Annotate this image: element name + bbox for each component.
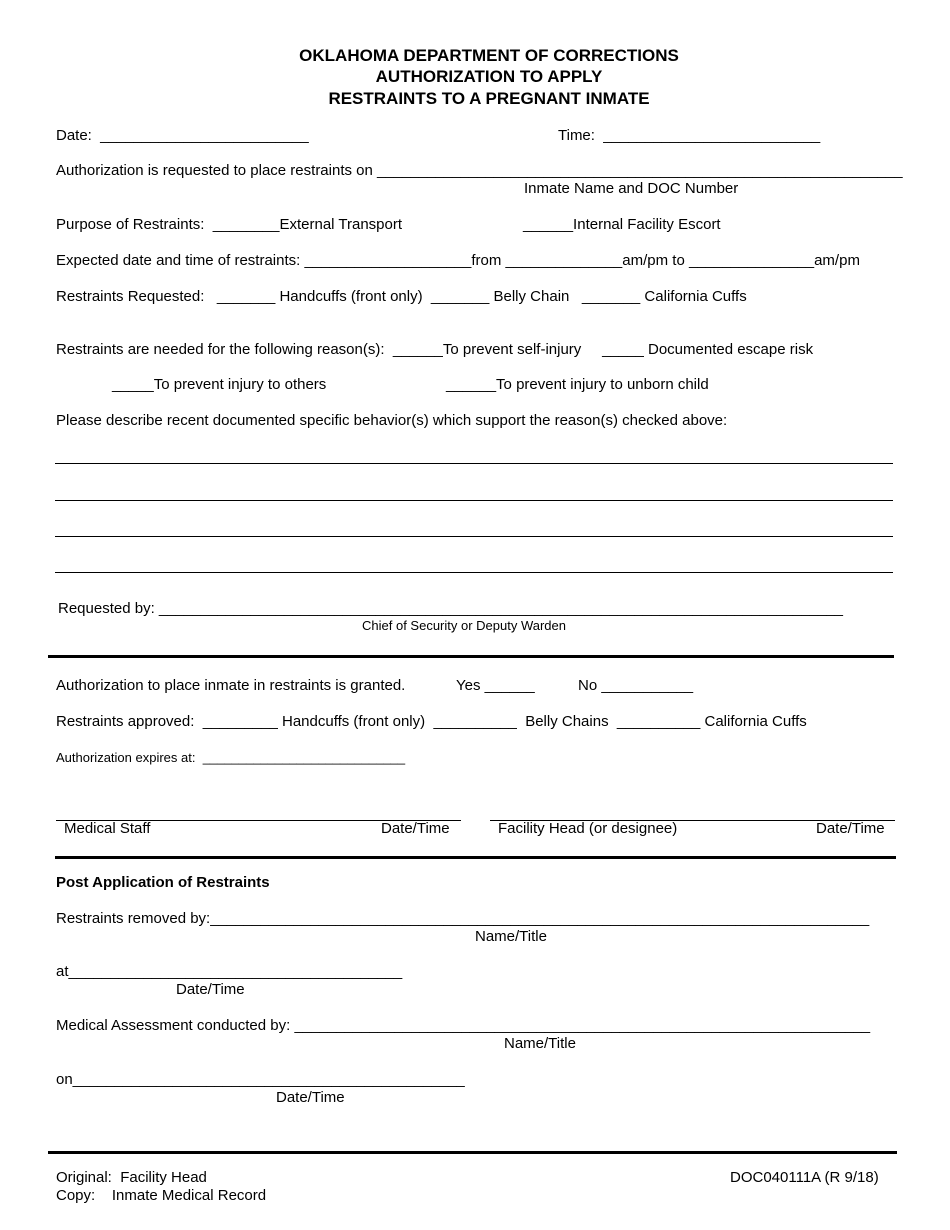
requested-by-caption: Chief of Security or Deputy Warden bbox=[362, 618, 566, 633]
removed-at-field[interactable]: at________________________________________ bbox=[56, 963, 403, 980]
restraints-requested-field[interactable]: Restraints Requested: _______ Handcuffs (front only) _______ Belly Chain _______ California Cuffs bbox=[56, 288, 747, 305]
purpose-external-transport[interactable]: Purpose of Restraints: ________External Transport bbox=[56, 216, 403, 233]
medical-assessment-caption: Name/Title bbox=[504, 1035, 576, 1052]
post-application-heading: Post Application of Restraints bbox=[56, 874, 270, 891]
granted-no-field[interactable]: No ___________ bbox=[578, 677, 694, 694]
granted-yes-field[interactable]: Yes ______ bbox=[456, 677, 535, 694]
footer-original: Original: Facility Head bbox=[56, 1169, 207, 1186]
date-field[interactable]: Date: _________________________ bbox=[56, 127, 309, 144]
footer-divider bbox=[48, 1151, 897, 1154]
purpose-internal-escort[interactable]: ______Internal Facility Escort bbox=[523, 216, 721, 233]
medical-staff-label: Medical Staff bbox=[64, 820, 151, 837]
form-title-line1: OKLAHOMA DEPARTMENT OF CORRECTIONS bbox=[299, 46, 679, 65]
form-title-line2: AUTHORIZATION TO APPLY bbox=[375, 67, 603, 86]
describe-behavior-prompt: Please describe recent documented specific behavior(s) which support the reason(s) checked above: bbox=[56, 412, 728, 429]
reason-injury-others[interactable]: _____To prevent injury to others bbox=[112, 376, 327, 393]
behavior-line-2[interactable] bbox=[55, 500, 893, 501]
inmate-name-caption: Inmate Name and DOC Number bbox=[524, 180, 739, 197]
form-title-line3: RESTRAINTS TO A PREGNANT INMATE bbox=[328, 89, 650, 108]
reasons-field[interactable]: Restraints are needed for the following reason(s): ______To prevent self-injury _____ Documented escape risk bbox=[56, 341, 814, 358]
assessment-on-caption: Date/Time bbox=[276, 1089, 345, 1106]
section-divider-1 bbox=[48, 655, 894, 658]
inmate-name-field[interactable]: Authorization is requested to place restraints on _______________________________________________________________ bbox=[56, 162, 903, 179]
time-field[interactable]: Time: __________________________ bbox=[558, 127, 821, 144]
authorization-granted-label: Authorization to place inmate in restraints is granted. bbox=[56, 677, 406, 694]
facility-head-label: Facility Head (or designee) bbox=[498, 820, 678, 837]
medical-assessment-field[interactable]: Medical Assessment conducted by: _____________________________________________________________________ bbox=[56, 1017, 871, 1034]
restraints-removed-by-field[interactable]: Restraints removed by:_______________________________________________________________________________ bbox=[56, 910, 870, 927]
assessment-on-field[interactable]: on_______________________________________________ bbox=[56, 1071, 465, 1088]
expected-date-time-field[interactable]: Expected date and time of restraints: ____________________from ______________am/pm to _______________am/pm bbox=[56, 252, 860, 269]
behavior-line-3[interactable] bbox=[55, 536, 893, 537]
restraints-approved-field[interactable]: Restraints approved: _________ Handcuffs (front only) __________ Belly Chains __________ California Cuffs bbox=[56, 713, 807, 730]
section-divider-2 bbox=[55, 856, 896, 859]
medical-date-time-label: Date/Time bbox=[381, 820, 450, 837]
behavior-line-4[interactable] bbox=[55, 572, 893, 573]
behavior-line-1[interactable] bbox=[55, 463, 893, 464]
authorization-expires-field[interactable]: Authorization expires at: ____________________________ bbox=[56, 750, 406, 765]
footer-copy: Copy: Inmate Medical Record bbox=[56, 1187, 267, 1204]
removed-at-caption: Date/Time bbox=[176, 981, 245, 998]
form-number: DOC040111A (R 9/18) bbox=[730, 1169, 879, 1186]
requested-by-field[interactable]: Requested by: __________________________________________________________________________________ bbox=[58, 600, 843, 617]
reason-injury-unborn[interactable]: ______To prevent injury to unborn child bbox=[446, 376, 709, 393]
facility-date-time-label: Date/Time bbox=[816, 820, 885, 837]
removed-by-caption: Name/Title bbox=[475, 928, 547, 945]
